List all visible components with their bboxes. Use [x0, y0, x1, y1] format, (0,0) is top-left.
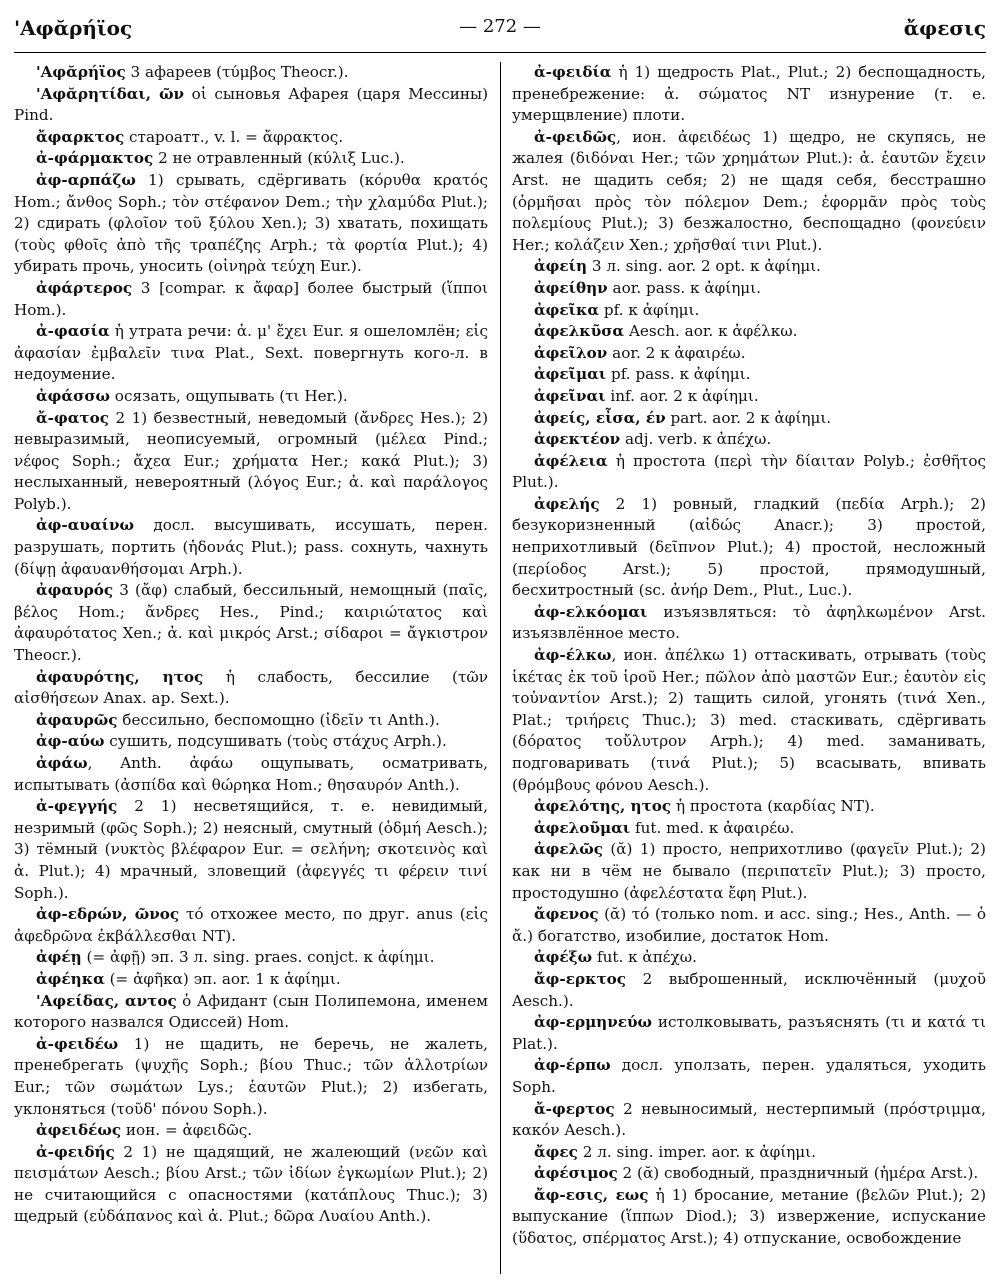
dictionary-entry [14, 84, 488, 127]
entry-headword: ἀφ-ελκόομαι [534, 602, 648, 621]
entry-definition: , Anth. ἀφάω ощупывать, осматривать, испытывать (ἀσπίδα καὶ θώρηκα Hom.; θησαυρόν Anth.). [14, 754, 488, 794]
dictionary-entry [512, 645, 986, 796]
dictionary-entry [512, 904, 986, 947]
entry-headword: ἀφάρτερος [36, 278, 133, 297]
page-number: — 272 — [459, 16, 541, 37]
entry-definition: adj. verb. к ἀπέχω. [620, 430, 772, 449]
dictionary-entry [512, 321, 986, 343]
entry-definition: ἡ простота (περὶ τὴν δίαιταν Polyb.; ἐσθῆτος Plut.). [512, 451, 986, 492]
dictionary-entry [512, 1099, 986, 1142]
dictionary-entry [512, 1185, 986, 1250]
dictionary-entry [14, 1120, 488, 1142]
dictionary-entry [512, 818, 986, 840]
entry-definition: pf. pass. к ἀφίημι. [606, 365, 751, 384]
entry-headword: ἀφείθην [534, 278, 608, 297]
dictionary-entry [512, 451, 986, 494]
dictionary-entry [512, 839, 986, 904]
entry-headword: ἀφειδέως [36, 1121, 122, 1140]
entry-definition: староатт., v. l. = ἄφρακτος. [124, 127, 344, 146]
dictionary-entry [14, 1142, 488, 1228]
entry-headword: ἀφ-έρπω [534, 1056, 611, 1075]
dictionary-entry [14, 148, 488, 170]
page-header [14, 10, 986, 46]
dictionary-entry [14, 386, 488, 408]
entry-headword: ἀφέλεια [534, 451, 608, 470]
entry-definition: , ион. ἀπέλκω 1) оттаскивать, отрывать (τοὺς ἱκέτας ἐκ τοῦ ἱροῦ Her.; πῶλον ἀπὸ μαστῶν Eur.; ἑαυτὸν εἰς τοὐναντίον Arst.); 2) тащить силой, угонять (τινά Xen., Plat.; τριήρεις Thuc.); 3) med. стаскивать, сдёргивать (δόρατος τοὔλυτρον Arph.); 4) med. заманивать, подговаривать (τινά Plut.); 5) всасывать, впивать (θρόμβους φόνου Aesch.). [512, 646, 986, 794]
entry-definition: истолковывать, разъяснять (τι и κατά τι Plat.). [512, 1013, 986, 1053]
entry-definition: ἡ утрата речи: ἀ. μ' ἔχει Eur. я ошеломлён; εἰς ἀφασίαν ἐμβαλεῖν τινα Plat., Sext. повергнуть кого-л. в недоумение. [14, 322, 488, 384]
entry-headword: ἀφ-αρπάζω [36, 170, 136, 189]
entry-definition: ὁ Афидант (сын Полипемона, именем которого назвался Одиссей) Hom. [14, 991, 488, 1032]
entry-headword: ἄφ-ερκτος [534, 969, 627, 988]
entry-headword: ἀ-φειδής [36, 1142, 115, 1161]
entry-definition: Aesch. aor. к ἀφέλκω. [624, 322, 798, 341]
entry-definition: 2 1) безвестный, неведомый (ἄνδρες Hes.); 2) невыразимый, неописуемый, огромный (μέλεα Pind.; νέφος Soph.; ἄχεα Eur.; χρήματα Her.; κακά Plut.); 3) неслыханный, невероятный (λόγος Eur.; ἀ. καὶ παράλογος Polyb.). [14, 408, 488, 513]
entry-definition: ἡ простота (καρδίας NT). [671, 797, 875, 816]
dictionary-entry [14, 969, 488, 991]
dictionary-entry [512, 602, 986, 645]
dictionary-entry [14, 991, 488, 1034]
dictionary-entry [512, 1142, 986, 1164]
entry-headword: ἀφεκτέον [534, 430, 621, 449]
entry-definition: 1) срывать, сдёргивать (κόρυθα κρατός Hom.; ἄνθος Soph.; τὸν στέφανον Dem.; τὴν χλαμύδα Plut.); 2) сдирать (φλοῖον τοῦ ξύλου Xen.); 3) хватать, похищать (τοὺς φθοῖς ἀπὸ τῆς τραπέζης Arph.; τὰ φορτία Plut.); 4) убирать прочь, уносить (οἰνηρὰ τεύχη Eur.). [14, 170, 488, 276]
entry-headword: 'Αφᾰρητίδαι, ῶν [36, 84, 185, 103]
entry-headword: ἀφέσιμος [534, 1164, 618, 1183]
entry-definition: ἡ 1) щедрость Plat., Plut.; 2) беспощадность, пренебрежение: ἀ. σώματος NT изнурение (т. е. умерщвление) плоти. [512, 63, 986, 125]
entry-definition: ион. = ἀφειδῶς. [121, 1121, 253, 1140]
entry-headword: ἄφες [534, 1142, 578, 1161]
dictionary-entry [14, 408, 488, 516]
entry-headword: ἀφ-έλκω [534, 646, 612, 665]
entry-headword: ἀ-φειδῶς [534, 127, 617, 146]
dictionary-entry [512, 278, 986, 300]
entry-definition: 2 1) ровный, гладкий (πεδία Arph.); 2) безукоризненный (αἰδώς Anacr.); 3) простой, неприхотливый (δεῖπνον Plut.); 4) простой, несложный (περίοδος Arst.); 5) простой, прямодушный, бесхитростный (sc. ἀνήρ Dem., Plut., Luc.). [512, 494, 986, 600]
entry-headword: ἄφενος [534, 905, 599, 924]
entry-definition: ἡ слабость, бессилие (τῶν αἰσθήσεων Anax. ap. Sext.). [14, 667, 488, 708]
entry-definition: 2 не отравленный (κύλιξ Luc.). [153, 149, 405, 168]
dictionary-entry [512, 494, 986, 602]
entry-definition: , ион. ἀφειδέως 1) щедро, не скупясь, не жалея (διδόναι Her.; τῶν χρημάτων Plut.): ἀ. ἑαυτῶν ἔχειν Arst. не щадить себя; 2) не щадя себя, бесстрашно (ὁρμῆσαι πρὸς τὸν πόλεμον Dem.; ἐφορμᾶν πρὸς τοὺς πολεμίους Plut.); 3) безжалостно, беспощадно (φονεύειν Her.; κολάζειν Xen.; χρῆσθαί τινι Plut.). [512, 127, 986, 254]
dictionary-entry [512, 343, 986, 365]
entry-headword: ἀφ-ερμηνεύω [534, 1013, 652, 1032]
entry-headword: ἀφέῃ [36, 948, 82, 967]
entry-definition: досл. уползать, перен. удаляться, уходить Soph. [512, 1056, 986, 1096]
entry-headword: ἀφεῖλον [534, 343, 608, 362]
entry-definition: бессильно, беспомощно (ἰδεῖν τι Anth.). [117, 710, 440, 729]
column-divider [500, 62, 501, 1274]
entry-headword: ἀ-φειδέω [36, 1034, 119, 1053]
entry-headword: ἀ-φασία [36, 322, 110, 341]
dictionary-entry [14, 278, 488, 321]
entry-headword: ἀ-φάρμακτος [36, 149, 154, 168]
dictionary-entry [14, 321, 488, 386]
entry-headword: ἀφεῖκα [534, 300, 600, 319]
entry-headword: ἀφελότης, ητος [534, 797, 672, 816]
dictionary-entry [512, 62, 986, 127]
entry-headword: ἀφάσσω [36, 386, 110, 405]
entry-definition: досл. высушивать, иссушать, перен. разрушать, портить (ἡδονάς Plut.); pass. сохнуть, чахнуть (δίψῃ ἀφαυανθήσομαι Arph.). [14, 516, 488, 578]
entry-definition: (= ἀφῇ) эп. 3 л. sing. praes. conjct. к ἀφίημι. [81, 948, 435, 967]
dictionary-entry [14, 753, 488, 796]
dictionary-entry [512, 429, 986, 451]
entry-definition: 3 л. sing. aor. 2 opt. к ἀφίημι. [587, 257, 821, 276]
dictionary-entry [14, 515, 488, 580]
entry-definition: 3 (ἄφ) слабый, бессильный, немощный (παῖς, βέλος Hom.; ἄνδρες Hes., Pind.; καιριώτατος καὶ ἀφαυρότατος Xen.; ἀ. καὶ μικρός Arst.; σίδαροι = ἄγκιστρον Theocr.). [14, 581, 488, 665]
entry-definition: изъязвляться: τὸ ἀφηλκωμένον Arst. изъязвлённое место. [512, 602, 986, 643]
entry-definition: 2 невыносимый, нестерпимый (πρόστριμμα, κακόν Aesch.). [512, 1099, 986, 1140]
entry-definition: 2 л. sing. imper. aor. к ἀφίημι. [577, 1142, 816, 1161]
entry-definition: fut. к ἀπέχω. [592, 948, 697, 967]
entry-headword: ἀφ-εδρών, ῶνος [36, 905, 180, 924]
entry-definition: (ᾰ) τό (только nom. и acc. sing.; Hes., Anth. — ὁ ἄ.) богатство, изобилие, достаток Hom. [512, 905, 986, 945]
dictionary-entry [14, 170, 488, 278]
entry-definition: 2 (ᾰ) свободный, праздничный (ἡμέρα Arst.). [617, 1164, 979, 1183]
dictionary-entry [14, 710, 488, 732]
entry-headword: ἄφ-εσις, εως [534, 1185, 649, 1204]
entry-headword: ἀφ-αυαίνω [36, 516, 134, 535]
dictionary-entry [512, 1163, 986, 1185]
dictionary-entry [14, 796, 488, 904]
entry-headword: ἀφ-αύω [36, 732, 105, 751]
dictionary-entry [512, 969, 986, 1012]
entry-definition: fut. med. к ἀφαιρέω. [630, 818, 795, 837]
dictionary-entry [14, 1034, 488, 1120]
dictionary-entry [512, 300, 986, 322]
entry-definition: 2 выброшенный, исключённый (μυχοῦ Aesch.). [512, 969, 986, 1010]
entry-headword: ἀφείη [534, 257, 588, 276]
entry-headword: ἀφελής [534, 494, 600, 513]
entry-definition: aor. 2 к ἀφαιρέω. [607, 343, 746, 362]
right-column [512, 62, 986, 1250]
entry-definition: pf. к ἀφίημι. [599, 300, 700, 319]
entry-headword: 'Αφᾰρήϊος [36, 63, 126, 81]
dictionary-entry [14, 731, 488, 753]
entry-definition: (ᾰ) 1) просто, неприхотливо (φαγεῖν Plut.); 2) как ни в чём не бывало (περιπατεῖν Plut.); 3) просто, простодушно (ἀφελέστατα ἔφη Plut.). [512, 840, 986, 902]
entry-headword: ἀφελοῦμαι [534, 818, 631, 837]
entry-headword: ἀφάω [36, 754, 88, 772]
dictionary-entry [512, 386, 986, 408]
entry-headword: ἀφαυρός [36, 581, 114, 600]
dictionary-entry [512, 1012, 986, 1055]
entry-headword: ἄφαρκτος [36, 127, 125, 146]
entry-definition: ἡ 1) бросание, метание (βελῶν Plut.); 2) выпускание (ἵππων Diod.); 3) извержение, испускание (ὕδατος, σπέρματος Arst.); 4) отпускание, освобождение [512, 1185, 986, 1248]
entry-definition: (= ἀφῆκα) эп. aor. 1 к ἀφίημι. [104, 969, 341, 988]
running-head-right: ἄφεσις [903, 16, 986, 40]
dictionary-entry [14, 580, 488, 666]
dictionary-entry [14, 667, 488, 710]
dictionary-entry [512, 1055, 986, 1098]
entry-headword: ἀφέηκα [36, 969, 105, 988]
dictionary-entry [14, 904, 488, 947]
dictionary-entry [512, 408, 986, 430]
dictionary-entry [512, 796, 986, 818]
entry-headword: ἀ-φεγγής [36, 797, 118, 816]
entry-definition: τό отхожее место, по друг. anus (εἰς ἀφεδρῶνα ἐκβάλλεσθαι NT). [14, 905, 488, 945]
entry-headword: ἀφελῶς [534, 840, 604, 859]
entry-headword: ἀφελκῦσα [534, 322, 625, 341]
dictionary-entry [14, 62, 488, 84]
left-column [14, 62, 488, 1228]
dictionary-entry [512, 947, 986, 969]
entry-definition: part. aor. 2 к ἀφίημι. [665, 408, 832, 427]
entry-definition: сушить, подсушивать (τοὺς στάχυς Arph.). [104, 732, 447, 751]
entry-headword: ἀφεῖναι [534, 386, 606, 405]
dictionary-entry [14, 947, 488, 969]
entry-headword: 'Αφείδας, αντος [36, 991, 177, 1010]
entry-definition: οἱ сыновья Афарея (царя Мессины) Pind. [14, 84, 488, 125]
entry-definition: 3 афареев (τύμβος Theocr.). [125, 63, 349, 81]
entry-definition: 1) не щадить, не беречь, не жалеть, пренебрегать (ψυχῆς Soph.; βίου Thuc.; τῶν ἀλλοτρίων Eur.; τῶν σωμάτων Lys.; ἑαυτῶν Plut.); 2) избегать, уклоняться (τοῦδ' πόνου Soph.). [14, 1034, 488, 1118]
entry-headword: ἄ-φερτος [534, 1099, 615, 1118]
entry-headword: ἀφέξω [534, 948, 593, 967]
entry-definition: 2 1) несветящийся, т. е. невидимый, незримый (φῶς Soph.); 2) неясный, смутный (ὀδμή Aesch.); 3) тёмный (νυκτὸς βλέφαρον Eur. = σελήνη; σκοτεινὸς καὶ ἀ. Plut.); 4) мрачный, зловещий (ἀφεγγές τι φέρειν τινί Soph.). [14, 797, 488, 902]
entry-headword: ἀφαυρῶς [36, 710, 118, 729]
entry-definition: aor. pass. к ἀφίημι. [607, 278, 761, 297]
entry-definition: осязать, ощупывать (τι Her.). [109, 386, 348, 405]
entry-headword: ἀφεῖμαι [534, 365, 607, 384]
entry-definition: 2 1) не щадящий, не жалеющий (νεῶν καὶ πεισμάτων Aesch.; βίου Arst.; τῶν ἰδίων ἐγκωμίων Plut.); 2) не считающийся с опасностями (κατάπλους Thuc.); 3) щедрый (εὐδάπανος καὶ ἀ. Plut.; δῶρα Λυαίου Anth.). [14, 1142, 488, 1226]
header-rule [14, 52, 986, 53]
entry-headword: ἀ-φειδία [534, 63, 612, 81]
entry-definition: 3 [compar. к ἄφαρ] более быстрый (ἵπποι Hom.). [14, 278, 488, 319]
entry-headword: ἄ-φατος [36, 408, 110, 427]
running-head-left: 'Αφᾰρήϊος [14, 16, 133, 40]
dictionary-entry [512, 364, 986, 386]
dictionary-entry [14, 127, 488, 149]
dictionary-entry [512, 256, 986, 278]
entry-definition: inf. aor. 2 к ἀφίημι. [605, 386, 759, 405]
entry-headword: ἀφείς, εἶσα, έν [534, 408, 666, 427]
dictionary-entry [512, 127, 986, 257]
entry-headword: ἀφαυρότης, ητος [36, 667, 204, 686]
